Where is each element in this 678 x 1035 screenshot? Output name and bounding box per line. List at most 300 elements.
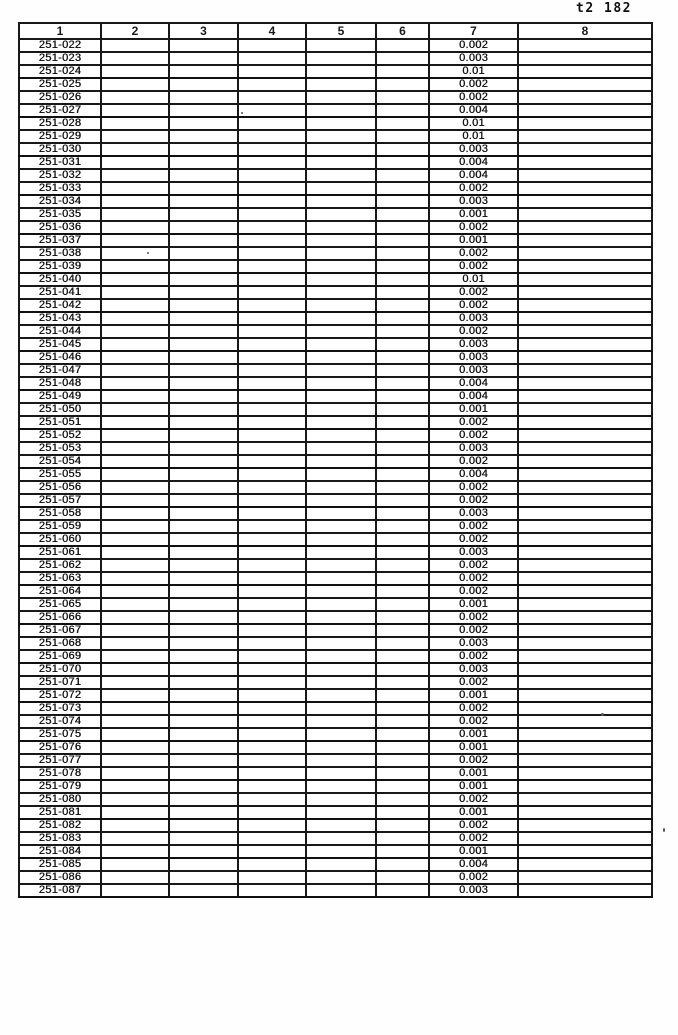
- row-id-cell: 251-041: [19, 286, 101, 299]
- empty-cell: [306, 52, 376, 65]
- empty-cell: [376, 299, 429, 312]
- column-header: 1: [19, 23, 101, 39]
- empty-cell: [238, 377, 306, 390]
- empty-cell: [518, 871, 652, 884]
- row-id-cell: 251-022: [19, 39, 101, 52]
- empty-cell: [101, 559, 169, 572]
- table-row: [19, 104, 652, 117]
- empty-cell: [238, 468, 306, 481]
- table-row: [19, 650, 652, 663]
- empty-cell: [306, 754, 376, 767]
- page-label: t2 182: [576, 1, 632, 16]
- row-id-cell: 251-076: [19, 741, 101, 754]
- empty-cell: [101, 208, 169, 221]
- empty-cell: [306, 156, 376, 169]
- table-row: [19, 130, 652, 143]
- empty-cell: [238, 676, 306, 689]
- row-id-cell: 251-059: [19, 520, 101, 533]
- empty-cell: [518, 611, 652, 624]
- empty-cell: [238, 351, 306, 364]
- empty-cell: [101, 793, 169, 806]
- empty-cell: [238, 130, 306, 143]
- empty-cell: [306, 845, 376, 858]
- empty-cell: [169, 377, 238, 390]
- table-row: [19, 65, 652, 78]
- empty-cell: [238, 78, 306, 91]
- empty-cell: [376, 364, 429, 377]
- row-id-cell: 251-048: [19, 377, 101, 390]
- value-cell: 0.003: [429, 442, 518, 455]
- value-cell: 0.002: [429, 325, 518, 338]
- empty-cell: [306, 481, 376, 494]
- empty-cell: [376, 507, 429, 520]
- empty-cell: [101, 858, 169, 871]
- empty-cell: [376, 520, 429, 533]
- empty-cell: [238, 299, 306, 312]
- value-cell: 0.002: [429, 533, 518, 546]
- row-id-cell: 251-068: [19, 637, 101, 650]
- empty-cell: [169, 663, 238, 676]
- value-cell: 0.002: [429, 416, 518, 429]
- empty-cell: [169, 286, 238, 299]
- empty-cell: [306, 663, 376, 676]
- empty-cell: [169, 182, 238, 195]
- empty-cell: [306, 455, 376, 468]
- empty-cell: [238, 715, 306, 728]
- row-id-cell: 251-030: [19, 143, 101, 156]
- value-cell: 0.001: [429, 234, 518, 247]
- empty-cell: [101, 806, 169, 819]
- empty-cell: [518, 234, 652, 247]
- table-row: [19, 806, 652, 819]
- empty-cell: [306, 507, 376, 520]
- empty-cell: [169, 364, 238, 377]
- empty-cell: [518, 559, 652, 572]
- empty-cell: [376, 403, 429, 416]
- empty-cell: [238, 598, 306, 611]
- table-row: [19, 858, 652, 871]
- row-id-cell: 251-045: [19, 338, 101, 351]
- empty-cell: [101, 585, 169, 598]
- table-row: [19, 832, 652, 845]
- empty-cell: [238, 286, 306, 299]
- row-id-cell: 251-062: [19, 559, 101, 572]
- table-row: [19, 351, 652, 364]
- empty-cell: [376, 845, 429, 858]
- table-row: [19, 871, 652, 884]
- empty-cell: [101, 234, 169, 247]
- empty-cell: [238, 117, 306, 130]
- empty-cell: [518, 780, 652, 793]
- empty-cell: [306, 637, 376, 650]
- value-cell: 0.003: [429, 338, 518, 351]
- empty-cell: [376, 234, 429, 247]
- empty-cell: [518, 884, 652, 897]
- empty-cell: [306, 767, 376, 780]
- empty-cell: [518, 221, 652, 234]
- empty-cell: [376, 598, 429, 611]
- empty-cell: [101, 117, 169, 130]
- table-row: [19, 455, 652, 468]
- empty-cell: [238, 169, 306, 182]
- empty-cell: [238, 689, 306, 702]
- empty-cell: [169, 637, 238, 650]
- row-id-cell: 251-056: [19, 481, 101, 494]
- row-id-cell: 251-031: [19, 156, 101, 169]
- value-cell: 0.002: [429, 260, 518, 273]
- value-cell: 0.002: [429, 78, 518, 91]
- value-cell: 0.004: [429, 156, 518, 169]
- empty-cell: [376, 585, 429, 598]
- empty-cell: [518, 572, 652, 585]
- empty-cell: [238, 741, 306, 754]
- empty-cell: [238, 442, 306, 455]
- empty-cell: [238, 260, 306, 273]
- row-id-cell: 251-081: [19, 806, 101, 819]
- empty-cell: [169, 260, 238, 273]
- table-row: [19, 884, 652, 897]
- empty-cell: [101, 416, 169, 429]
- empty-cell: [238, 767, 306, 780]
- empty-cell: [518, 845, 652, 858]
- empty-cell: [376, 624, 429, 637]
- empty-cell: [169, 221, 238, 234]
- row-id-cell: 251-069: [19, 650, 101, 663]
- empty-cell: [101, 624, 169, 637]
- empty-cell: [306, 117, 376, 130]
- empty-cell: [518, 585, 652, 598]
- empty-cell: [518, 468, 652, 481]
- table-row: [19, 572, 652, 585]
- empty-cell: [238, 416, 306, 429]
- value-cell: 0.001: [429, 728, 518, 741]
- empty-cell: [518, 624, 652, 637]
- row-id-cell: 251-071: [19, 676, 101, 689]
- empty-cell: [376, 286, 429, 299]
- empty-cell: [238, 702, 306, 715]
- table-row: [19, 689, 652, 702]
- table-row: [19, 559, 652, 572]
- empty-cell: [518, 663, 652, 676]
- empty-cell: [101, 676, 169, 689]
- value-cell: 0.002: [429, 520, 518, 533]
- value-cell: 0.003: [429, 312, 518, 325]
- empty-cell: [376, 481, 429, 494]
- table-row: [19, 624, 652, 637]
- table-row: [19, 273, 652, 286]
- empty-cell: [376, 819, 429, 832]
- empty-cell: [518, 299, 652, 312]
- scan-speck: [663, 828, 665, 832]
- empty-cell: [101, 52, 169, 65]
- empty-cell: [169, 494, 238, 507]
- empty-cell: [169, 806, 238, 819]
- empty-cell: [518, 481, 652, 494]
- table-body: [19, 39, 652, 897]
- empty-cell: [518, 689, 652, 702]
- empty-cell: [376, 429, 429, 442]
- empty-cell: [376, 741, 429, 754]
- empty-cell: [169, 117, 238, 130]
- empty-cell: [306, 520, 376, 533]
- empty-cell: [101, 741, 169, 754]
- value-cell: 0.001: [429, 780, 518, 793]
- empty-cell: [169, 546, 238, 559]
- empty-cell: [518, 52, 652, 65]
- empty-cell: [238, 338, 306, 351]
- row-id-cell: 251-058: [19, 507, 101, 520]
- value-cell: 0.003: [429, 143, 518, 156]
- row-id-cell: 251-026: [19, 91, 101, 104]
- table-row: [19, 234, 652, 247]
- empty-cell: [238, 650, 306, 663]
- empty-cell: [169, 520, 238, 533]
- table-row: [19, 728, 652, 741]
- empty-cell: [376, 377, 429, 390]
- empty-cell: [169, 429, 238, 442]
- empty-cell: [101, 884, 169, 897]
- table-row: [19, 117, 652, 130]
- value-cell: 0.003: [429, 364, 518, 377]
- column-header: 4: [238, 23, 306, 39]
- empty-cell: [169, 156, 238, 169]
- empty-cell: [101, 520, 169, 533]
- table-row: [19, 338, 652, 351]
- row-id-cell: 251-077: [19, 754, 101, 767]
- empty-cell: [376, 637, 429, 650]
- empty-cell: [169, 689, 238, 702]
- empty-cell: [376, 728, 429, 741]
- value-cell: 0.001: [429, 767, 518, 780]
- empty-cell: [101, 845, 169, 858]
- empty-cell: [376, 533, 429, 546]
- empty-cell: [306, 858, 376, 871]
- table-row: [19, 195, 652, 208]
- empty-cell: [101, 65, 169, 78]
- empty-cell: [376, 221, 429, 234]
- empty-cell: [306, 312, 376, 325]
- empty-cell: [518, 715, 652, 728]
- empty-cell: [376, 390, 429, 403]
- value-cell: 0.002: [429, 585, 518, 598]
- empty-cell: [306, 871, 376, 884]
- empty-cell: [238, 143, 306, 156]
- table-row: [19, 143, 652, 156]
- empty-cell: [518, 819, 652, 832]
- empty-cell: [306, 377, 376, 390]
- empty-cell: [518, 546, 652, 559]
- row-id-cell: 251-043: [19, 312, 101, 325]
- value-cell: 0.003: [429, 663, 518, 676]
- empty-cell: [169, 143, 238, 156]
- empty-cell: [169, 442, 238, 455]
- row-id-cell: 251-072: [19, 689, 101, 702]
- value-cell: 0.002: [429, 754, 518, 767]
- empty-cell: [518, 169, 652, 182]
- empty-cell: [101, 260, 169, 273]
- scan-speck: [147, 252, 149, 254]
- empty-cell: [518, 182, 652, 195]
- empty-cell: [169, 741, 238, 754]
- value-cell: 0.002: [429, 429, 518, 442]
- value-cell: 0.001: [429, 845, 518, 858]
- empty-cell: [169, 130, 238, 143]
- column-header: 3: [169, 23, 238, 39]
- empty-cell: [169, 52, 238, 65]
- empty-cell: [238, 182, 306, 195]
- table-row: [19, 169, 652, 182]
- empty-cell: [306, 338, 376, 351]
- empty-cell: [518, 312, 652, 325]
- empty-cell: [101, 364, 169, 377]
- table-row: [19, 221, 652, 234]
- value-cell: 0.003: [429, 546, 518, 559]
- empty-cell: [238, 663, 306, 676]
- empty-cell: [306, 299, 376, 312]
- empty-cell: [238, 403, 306, 416]
- empty-cell: [376, 689, 429, 702]
- empty-cell: [169, 611, 238, 624]
- value-cell: 0.004: [429, 377, 518, 390]
- empty-cell: [169, 624, 238, 637]
- row-id-cell: 251-024: [19, 65, 101, 78]
- empty-cell: [101, 494, 169, 507]
- empty-cell: [169, 871, 238, 884]
- table-row: [19, 91, 652, 104]
- empty-cell: [306, 624, 376, 637]
- empty-cell: [101, 481, 169, 494]
- row-id-cell: 251-049: [19, 390, 101, 403]
- value-cell: 0.01: [429, 65, 518, 78]
- table-row: [19, 312, 652, 325]
- empty-cell: [238, 234, 306, 247]
- value-cell: 0.004: [429, 858, 518, 871]
- empty-cell: [238, 455, 306, 468]
- empty-cell: [101, 780, 169, 793]
- empty-cell: [169, 195, 238, 208]
- empty-cell: [306, 741, 376, 754]
- empty-cell: [101, 39, 169, 52]
- empty-cell: [238, 819, 306, 832]
- value-cell: 0.002: [429, 299, 518, 312]
- empty-cell: [101, 754, 169, 767]
- row-id-cell: 251-078: [19, 767, 101, 780]
- table-row: [19, 585, 652, 598]
- empty-cell: [238, 585, 306, 598]
- empty-cell: [376, 39, 429, 52]
- empty-cell: [101, 91, 169, 104]
- empty-cell: [306, 364, 376, 377]
- row-id-cell: 251-044: [19, 325, 101, 338]
- empty-cell: [376, 858, 429, 871]
- empty-cell: [518, 429, 652, 442]
- row-id-cell: 251-082: [19, 819, 101, 832]
- table-row: [19, 468, 652, 481]
- empty-cell: [518, 416, 652, 429]
- empty-cell: [376, 871, 429, 884]
- empty-cell: [238, 195, 306, 208]
- empty-cell: [169, 533, 238, 546]
- value-cell: 0.01: [429, 130, 518, 143]
- empty-cell: [238, 780, 306, 793]
- value-cell: 0.002: [429, 39, 518, 52]
- column-header: 7: [429, 23, 518, 39]
- empty-cell: [306, 806, 376, 819]
- empty-cell: [238, 364, 306, 377]
- empty-cell: [169, 780, 238, 793]
- row-id-cell: 251-086: [19, 871, 101, 884]
- table-header-row: [19, 23, 652, 39]
- empty-cell: [101, 611, 169, 624]
- empty-cell: [376, 65, 429, 78]
- empty-cell: [376, 78, 429, 91]
- empty-cell: [169, 416, 238, 429]
- column-header: 6: [376, 23, 429, 39]
- empty-cell: [306, 416, 376, 429]
- empty-cell: [101, 169, 169, 182]
- empty-cell: [101, 429, 169, 442]
- table-row: [19, 416, 652, 429]
- empty-cell: [169, 884, 238, 897]
- row-id-cell: 251-084: [19, 845, 101, 858]
- empty-cell: [169, 832, 238, 845]
- empty-cell: [306, 468, 376, 481]
- row-id-cell: 251-067: [19, 624, 101, 637]
- empty-cell: [101, 819, 169, 832]
- empty-cell: [518, 494, 652, 507]
- empty-cell: [376, 442, 429, 455]
- table-row: [19, 442, 652, 455]
- empty-cell: [518, 754, 652, 767]
- row-id-cell: 251-025: [19, 78, 101, 91]
- empty-cell: [169, 676, 238, 689]
- empty-cell: [238, 247, 306, 260]
- empty-cell: [101, 247, 169, 260]
- value-cell: 0.002: [429, 286, 518, 299]
- column-header: 8: [518, 23, 652, 39]
- value-cell: 0.002: [429, 481, 518, 494]
- table-row: [19, 520, 652, 533]
- empty-cell: [518, 637, 652, 650]
- empty-cell: [101, 351, 169, 364]
- empty-cell: [306, 585, 376, 598]
- empty-cell: [169, 598, 238, 611]
- empty-cell: [376, 455, 429, 468]
- row-id-cell: 251-023: [19, 52, 101, 65]
- row-id-cell: 251-032: [19, 169, 101, 182]
- empty-cell: [306, 611, 376, 624]
- table-row: [19, 793, 652, 806]
- row-id-cell: 251-060: [19, 533, 101, 546]
- empty-cell: [518, 364, 652, 377]
- value-cell: 0.01: [429, 273, 518, 286]
- table-row: [19, 156, 652, 169]
- row-id-cell: 251-028: [19, 117, 101, 130]
- empty-cell: [518, 117, 652, 130]
- empty-cell: [376, 767, 429, 780]
- value-cell: 0.002: [429, 832, 518, 845]
- empty-cell: [376, 208, 429, 221]
- empty-cell: [238, 208, 306, 221]
- empty-cell: [518, 78, 652, 91]
- empty-cell: [169, 299, 238, 312]
- empty-cell: [169, 234, 238, 247]
- value-cell: 0.002: [429, 247, 518, 260]
- empty-cell: [376, 793, 429, 806]
- value-cell: 0.002: [429, 494, 518, 507]
- empty-cell: [306, 403, 376, 416]
- row-id-cell: 251-075: [19, 728, 101, 741]
